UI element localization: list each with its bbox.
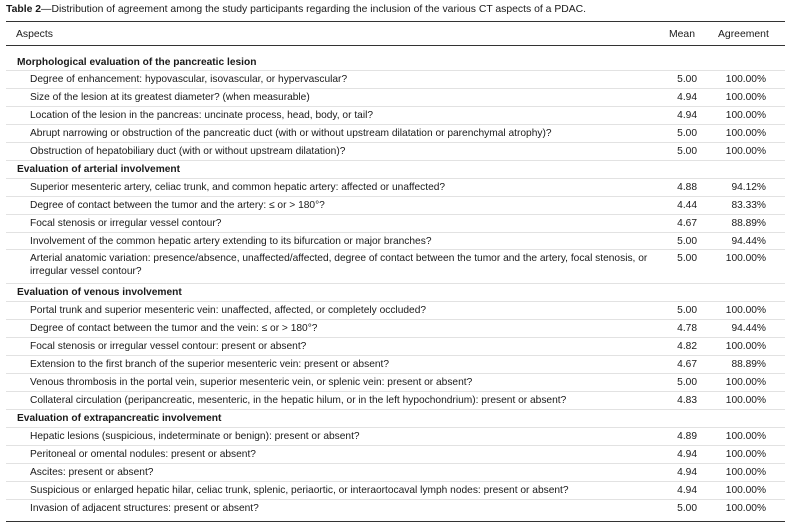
row-divider xyxy=(6,301,785,302)
row-divider xyxy=(6,249,785,250)
header-aspects: Aspects xyxy=(16,29,53,40)
mean-cell: 5.00 xyxy=(677,128,697,139)
row-divider xyxy=(6,196,785,197)
aspect-cell: Obstruction of hepatobiliary duct (with or without upstream dilatation)? xyxy=(30,146,346,157)
aspect-cell: Degree of contact between the tumor and the artery: ≤ or > 180°? xyxy=(30,200,325,211)
aspect-cell: Degree of enhancement: hypovascular, isovascular, or hypervascular? xyxy=(30,74,348,85)
row-divider xyxy=(6,142,785,143)
agreement-cell: 100.00% xyxy=(725,467,766,478)
row-divider xyxy=(6,355,785,356)
row-divider xyxy=(6,70,785,71)
aspect-cell: Focal stenosis or irregular vessel contour? xyxy=(30,218,222,229)
mean-cell: 4.78 xyxy=(677,323,697,334)
aspect-cell: Size of the lesion at its greatest diameter? (when measurable) xyxy=(30,92,310,103)
agreement-cell: 100.00% xyxy=(725,503,766,514)
mean-cell: 4.83 xyxy=(677,395,697,406)
agreement-cell: 100.00% xyxy=(725,146,766,157)
agreement-cell: 100.00% xyxy=(725,377,766,388)
agreement-cell: 94.44% xyxy=(731,323,766,334)
mean-cell: 5.00 xyxy=(677,74,697,85)
aspect-cell: Degree of contact between the tumor and the vein: ≤ or > 180°? xyxy=(30,323,318,334)
agreement-cell: 100.00% xyxy=(725,74,766,85)
row-divider xyxy=(6,160,785,161)
agreement-cell: 88.89% xyxy=(731,359,766,370)
top-rule xyxy=(6,21,785,22)
aspect-cell: Abrupt narrowing or obstruction of the pancreatic duct (with or without upstream dilatation or parenchymal atrophy)? xyxy=(30,128,552,139)
mean-cell: 4.94 xyxy=(677,449,697,460)
row-divider xyxy=(6,463,785,464)
row-divider xyxy=(6,88,785,89)
mean-cell: 5.00 xyxy=(677,253,697,264)
agreement-cell: 100.00% xyxy=(725,341,766,352)
agreement-cell: 100.00% xyxy=(725,431,766,442)
row-divider xyxy=(6,319,785,320)
aspect-cell: Invasion of adjacent structures: present or absent? xyxy=(30,503,259,514)
aspect-cell: Involvement of the common hepatic artery extending to its bifurcation or major branches? xyxy=(30,236,432,247)
table-caption xyxy=(6,3,586,16)
mean-cell: 5.00 xyxy=(677,305,697,316)
mean-cell: 4.67 xyxy=(677,359,697,370)
row-divider xyxy=(6,214,785,215)
section-title: Morphological evaluation of the pancreatic lesion xyxy=(17,57,257,68)
aspect-cell: Portal trunk and superior mesenteric vein: unaffected, affected, or completely occluded? xyxy=(30,305,427,316)
header-rule xyxy=(6,45,785,46)
table-caption-text: —Distribution of agreement among the study participants regarding the inclusion of the various CT aspects of a PDAC. xyxy=(41,4,587,15)
bottom-rule xyxy=(6,521,785,522)
agreement-cell: 100.00% xyxy=(725,485,766,496)
agreement-cell: 100.00% xyxy=(725,449,766,460)
row-divider xyxy=(6,481,785,482)
header-mean: Mean xyxy=(669,29,695,40)
agreement-cell: 94.12% xyxy=(731,182,766,193)
row-divider xyxy=(6,391,785,392)
mean-cell: 4.88 xyxy=(677,182,697,193)
agreement-cell: 94.44% xyxy=(731,236,766,247)
row-divider xyxy=(6,337,785,338)
agreement-cell: 100.00% xyxy=(725,253,766,264)
aspect-cell: Collateral circulation (peripancreatic, mesenteric, in the hepatic hilum, or in the left hypochondrium): present or absent? xyxy=(30,395,567,406)
agreement-cell: 100.00% xyxy=(725,128,766,139)
row-divider xyxy=(6,499,785,500)
mean-cell: 5.00 xyxy=(677,377,697,388)
row-divider xyxy=(6,283,785,284)
aspect-cell: Focal stenosis or irregular vessel contour: present or absent? xyxy=(30,341,307,352)
aspect-cell: Hepatic lesions (suspicious, indeterminate or benign): present or absent? xyxy=(30,431,360,442)
aspect-cell: Suspicious or enlarged hepatic hilar, celiac trunk, splenic, periaortic, or interaortocaval lymph nodes: present or absent? xyxy=(30,485,569,496)
agreement-cell: 88.89% xyxy=(731,218,766,229)
row-divider xyxy=(6,427,785,428)
table-caption-label: Table 2 xyxy=(6,4,42,15)
aspect-cell: Venous thrombosis in the portal vein, superior mesenteric vein, or splenic vein: present or absent? xyxy=(30,377,473,388)
mean-cell: 4.82 xyxy=(677,341,697,352)
aspect-cell: Location of the lesion in the pancreas: uncinate process, head, body, or tail? xyxy=(30,110,374,121)
aspect-cell: Superior mesenteric artery, celiac trunk, and common hepatic artery: affected or unaffected? xyxy=(30,182,446,193)
section-title: Evaluation of venous involvement xyxy=(17,287,182,298)
agreement-cell: 100.00% xyxy=(725,395,766,406)
mean-cell: 5.00 xyxy=(677,146,697,157)
mean-cell: 4.94 xyxy=(677,110,697,121)
mean-cell: 5.00 xyxy=(677,236,697,247)
row-divider xyxy=(6,445,785,446)
aspect-cell: Arterial anatomic variation: presence/absence, unaffected/affected, degree of contact between the tumor and the artery, focal stenosis, or irregular vessel contour? xyxy=(30,253,648,277)
header-agreement: Agreement xyxy=(718,29,769,40)
agreement-cell: 100.00% xyxy=(725,92,766,103)
aspect-cell: Peritoneal or omental nodules: present or absent? xyxy=(30,449,256,460)
mean-cell: 4.67 xyxy=(677,218,697,229)
mean-cell: 4.94 xyxy=(677,467,697,478)
row-divider xyxy=(6,373,785,374)
aspect-cell: Ascites: present or absent? xyxy=(30,467,154,478)
section-title: Evaluation of extrapancreatic involvement xyxy=(17,413,222,424)
mean-cell: 4.44 xyxy=(677,200,697,211)
mean-cell: 4.94 xyxy=(677,92,697,103)
agreement-cell: 83.33% xyxy=(731,200,766,211)
row-divider xyxy=(6,106,785,107)
row-divider xyxy=(6,178,785,179)
agreement-cell: 100.00% xyxy=(725,305,766,316)
row-divider xyxy=(6,232,785,233)
mean-cell: 4.89 xyxy=(677,431,697,442)
mean-cell: 5.00 xyxy=(677,503,697,514)
row-divider xyxy=(6,124,785,125)
mean-cell: 4.94 xyxy=(677,485,697,496)
row-divider xyxy=(6,409,785,410)
aspect-cell: Extension to the first branch of the superior mesenteric vein: present or absent? xyxy=(30,359,390,370)
section-title: Evaluation of arterial involvement xyxy=(17,164,181,175)
agreement-cell: 100.00% xyxy=(725,110,766,121)
